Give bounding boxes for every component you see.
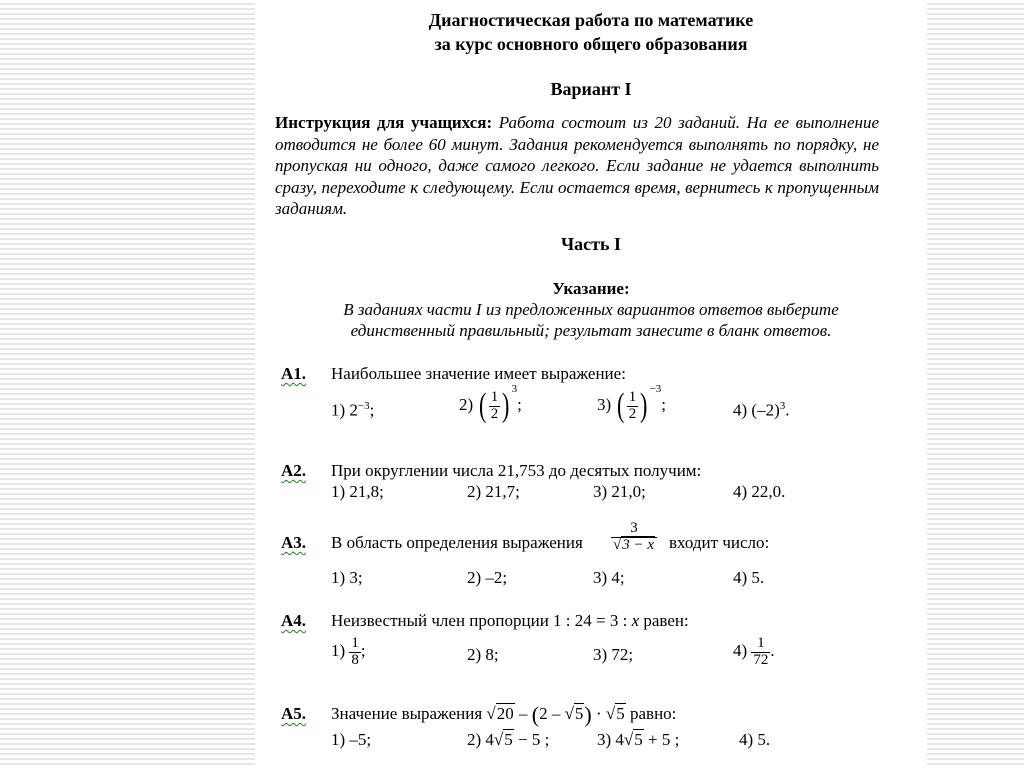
answer-a5-3: 3) 4√5 + 5 ; bbox=[597, 730, 680, 749]
doc-title-line1: Диагностическая работа по математике bbox=[428, 10, 754, 30]
answer-a5-2: 2) 4√5 − 5 ; bbox=[467, 730, 550, 749]
answer-a2-4: 4) 22,0. bbox=[733, 482, 786, 501]
note-line1: В заданиях части I из предложенных вариантов ответов выберите bbox=[343, 300, 839, 319]
question-text-a1: Наибольшее значение имеет выражение: bbox=[331, 364, 626, 383]
answer-a4-4: 4) $\frac{1}{72}$ . bbox=[733, 635, 775, 668]
question-number-a3: A3. bbox=[281, 533, 307, 552]
question-text-a2: При округлении числа 21,753 до десятых получим: bbox=[331, 461, 702, 480]
answer-a1-3: 3) ( $\frac{1}{2}$ ) $^{-3}$; bbox=[597, 383, 667, 425]
answer-a1-2: 2) ( $\frac{1}{2}$ ) $^3$; bbox=[459, 383, 522, 425]
answer-a2-2: 2) 21,7; bbox=[467, 482, 520, 501]
answer-a5-1: 1) –5; bbox=[331, 730, 372, 749]
instruction-text: Работа состоит из 20 заданий. На ее выполнение отводится не более 60 минут. Задания рекомендуется выполнять по порядку, не пропуская ни одного, даже самого легкого. Если задание не удается выполнить сразу, переходите к следующему. Если остается время, вернитесь к пропущенным заданиям. bbox=[275, 113, 880, 219]
question-text-a3-end: входит число: bbox=[669, 533, 770, 552]
answer-a2-3: 3) 21,0; bbox=[593, 482, 646, 501]
answer-a4-1: 1) $\frac{1}{8}$ ; bbox=[331, 635, 366, 668]
answer-a1-1: 1) $2^{-3}$; bbox=[331, 400, 375, 420]
answer-a3-1: 1) 3; bbox=[331, 568, 363, 587]
answer-a4-2: 2) 8; bbox=[467, 645, 499, 664]
question-text-a4: Неизвестный член пропорции 1 : 24 = 3 : x равен: bbox=[331, 611, 689, 630]
question-number-a4: A4. bbox=[281, 611, 307, 630]
document-page bbox=[255, 0, 927, 768]
answer-a5-4: 4) 5. bbox=[739, 730, 771, 749]
domain-fraction: $\frac{3}{√3 - x}$ bbox=[611, 521, 657, 554]
answer-a3-3: 3) 4; bbox=[593, 568, 625, 587]
question-text-a5: Значение выражения √20 – (2 – √5) · √5 равно: bbox=[331, 702, 677, 728]
answer-a3-4: 4) 5. bbox=[733, 568, 765, 587]
answer-a2-1: 1) 21,8; bbox=[331, 482, 384, 501]
note-line2: единственный правильный; результат занесите в бланк ответов. bbox=[350, 321, 832, 340]
answer-a4-3: 3) 72; bbox=[593, 645, 634, 664]
variant-heading: Вариант I bbox=[550, 79, 632, 99]
instruction-paragraph bbox=[275, 112, 879, 220]
question-number-a2: A2. bbox=[281, 461, 307, 480]
question-number-a5: A5. bbox=[281, 704, 307, 723]
answer-a1-4: 4) $(-2)^3$. bbox=[733, 400, 790, 420]
instruction-label: Инструкция для учащихся: bbox=[275, 113, 493, 132]
answer-a3-2: 2) –2; bbox=[467, 568, 508, 587]
part-heading: Часть I bbox=[560, 234, 622, 254]
doc-title-line2: за курс основного общего образования bbox=[434, 34, 748, 54]
question-number-a1: A1. bbox=[281, 364, 307, 383]
question-text-a3: В область определения выражения bbox=[331, 533, 583, 552]
note-label: Указание: bbox=[552, 279, 630, 298]
